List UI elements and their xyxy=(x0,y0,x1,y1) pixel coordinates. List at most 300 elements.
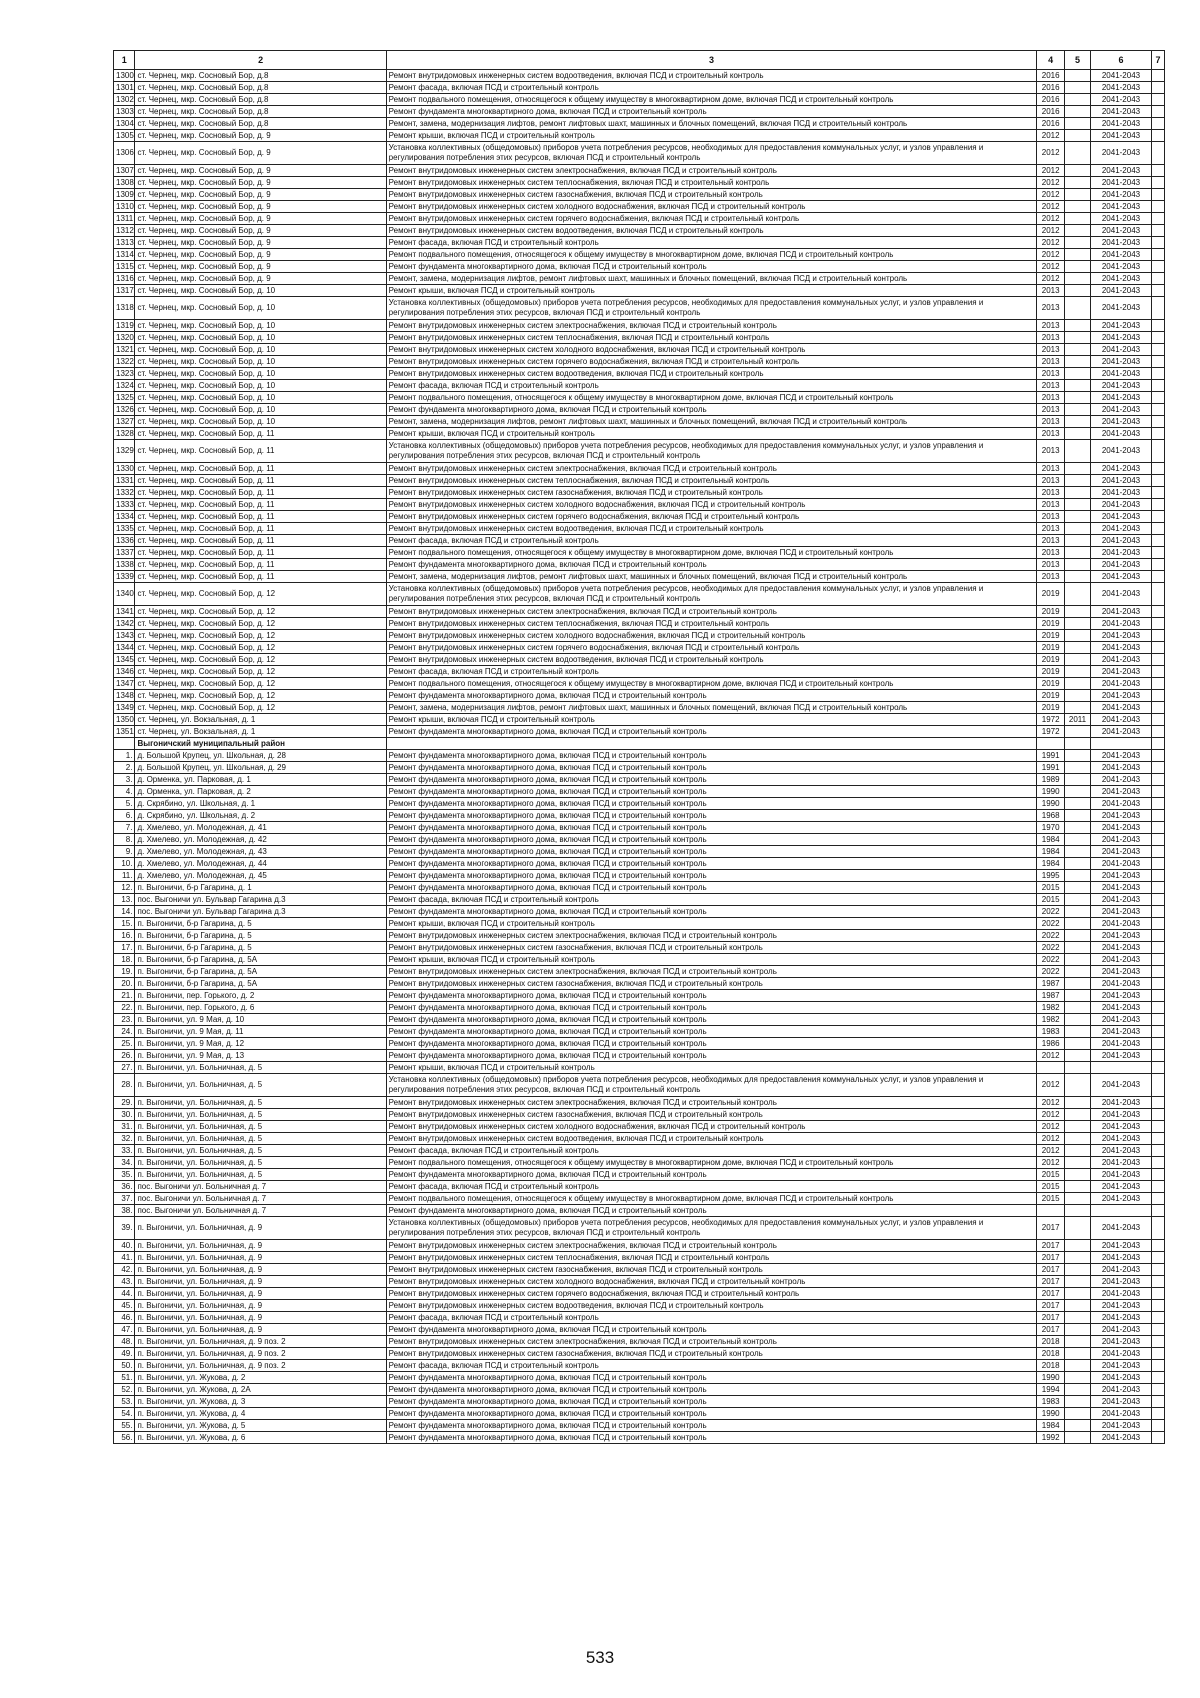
year-built: 2013 xyxy=(1037,285,1065,297)
note xyxy=(1152,1062,1165,1074)
address: п. Выгоничи, ул. Больничная, д. 5 xyxy=(135,1074,386,1097)
work-type: Ремонт фундамента многоквартирного дома, включая ПСД и строительный контроль xyxy=(386,404,1037,416)
table-row xyxy=(114,1276,1165,1288)
year-built: 2022 xyxy=(1037,918,1065,930)
work-type: Ремонт внутридомовых инженерных систем холодного водоснабжения, включая ПСД и строительный контроль xyxy=(386,344,1037,356)
year-built: 2013 xyxy=(1037,380,1065,392)
address: п. Выгоничи, пер. Горького, д. 6 xyxy=(135,1002,386,1014)
planned-period: 2041-2043 xyxy=(1090,261,1151,273)
table-row xyxy=(114,1097,1165,1109)
year-built: 2018 xyxy=(1037,1360,1065,1372)
row-number: 26. xyxy=(114,1050,135,1062)
row-number: 1305 xyxy=(114,130,135,142)
note xyxy=(1152,1276,1165,1288)
row-number: 1301 xyxy=(114,82,135,94)
planned-period: 2041-2043 xyxy=(1090,1264,1151,1276)
note xyxy=(1152,1050,1165,1062)
year-last-repair xyxy=(1065,894,1091,906)
planned-period: 2041-2043 xyxy=(1090,213,1151,225)
planned-period: 2041-2043 xyxy=(1090,463,1151,475)
work-type: Ремонт фундамента многоквартирного дома, включая ПСД и строительный контроль xyxy=(386,786,1037,798)
planned-period: 2041-2043 xyxy=(1090,297,1151,320)
work-type: Ремонт подвального помещения, относящегося к общему имуществу в многоквартирном доме, включая ПСД и строительный контроль xyxy=(386,94,1037,106)
year-built: 2016 xyxy=(1037,70,1065,82)
row-number: 38. xyxy=(114,1205,135,1217)
note xyxy=(1152,118,1165,130)
work-type: Ремонт внутридомовых инженерных систем горячего водоснабжения, включая ПСД и строительный контроль xyxy=(386,1288,1037,1300)
address: д. Хмелево, ул. Молодежная, д. 41 xyxy=(135,822,386,834)
table-row xyxy=(114,894,1165,906)
work-type: Ремонт фундамента многоквартирного дома, включая ПСД и строительный контроль xyxy=(386,1014,1037,1026)
note xyxy=(1152,798,1165,810)
row-number: 29. xyxy=(114,1097,135,1109)
note xyxy=(1152,392,1165,404)
row-number: 1341 xyxy=(114,606,135,618)
address: п. Выгоничи, ул. Больничная, д. 9 xyxy=(135,1276,386,1288)
year-built: 2012 xyxy=(1037,1157,1065,1169)
year-built: 2017 xyxy=(1037,1264,1065,1276)
address: п. Выгоничи, б-р Гагарина, д. 5А xyxy=(135,978,386,990)
row-number: 1326 xyxy=(114,404,135,416)
year-last-repair xyxy=(1065,523,1091,535)
year-built: 2012 xyxy=(1037,165,1065,177)
work-type: Ремонт внутридомовых инженерных систем теплоснабжения, включая ПСД и строительный контроль xyxy=(386,177,1037,189)
year-built: 2013 xyxy=(1037,475,1065,487)
year-built: 2013 xyxy=(1037,297,1065,320)
note xyxy=(1152,966,1165,978)
planned-period: 2041-2043 xyxy=(1090,630,1151,642)
work-type: Ремонт фундамента многоквартирного дома, включая ПСД и строительный контроль xyxy=(386,870,1037,882)
year-built: 2012 xyxy=(1037,273,1065,285)
table-row xyxy=(114,332,1165,344)
note xyxy=(1152,1336,1165,1348)
year-built: 2013 xyxy=(1037,344,1065,356)
table-row xyxy=(114,822,1165,834)
note xyxy=(1152,237,1165,249)
planned-period: 2041-2043 xyxy=(1090,177,1151,189)
year-last-repair xyxy=(1065,297,1091,320)
planned-period: 2041-2043 xyxy=(1090,380,1151,392)
table-row xyxy=(114,846,1165,858)
address: д. Хмелево, ул. Молодежная, д. 42 xyxy=(135,834,386,846)
address: п. Выгоничи, ул. Жукова, д. 6 xyxy=(135,1432,386,1444)
work-type: Ремонт фасада, включая ПСД и строительный контроль xyxy=(386,535,1037,547)
note xyxy=(1152,774,1165,786)
planned-period: 2041-2043 xyxy=(1090,918,1151,930)
planned-period: 2041-2043 xyxy=(1090,930,1151,942)
planned-period: 2041-2043 xyxy=(1090,285,1151,297)
table-row xyxy=(114,714,1165,726)
table-row xyxy=(114,882,1165,894)
note xyxy=(1152,690,1165,702)
work-type: Ремонт внутридомовых инженерных систем электроснабжения, включая ПСД и строительный контроль xyxy=(386,165,1037,177)
year-built: 1989 xyxy=(1037,774,1065,786)
planned-period: 2041-2043 xyxy=(1090,726,1151,738)
table-row xyxy=(114,320,1165,332)
table-row xyxy=(114,930,1165,942)
work-type: Ремонт крыши, включая ПСД и строительный контроль xyxy=(386,1062,1037,1074)
note xyxy=(1152,368,1165,380)
address: д. Орменка, ул. Парковая, д. 2 xyxy=(135,786,386,798)
year-last-repair xyxy=(1065,1133,1091,1145)
planned-period: 2041-2043 xyxy=(1090,1097,1151,1109)
planned-period: 2041-2043 xyxy=(1090,822,1151,834)
note xyxy=(1152,1217,1165,1240)
address: ст. Чернец, мкр. Сосновый Бор, д. 11 xyxy=(135,559,386,571)
year-built: 2019 xyxy=(1037,654,1065,666)
work-type: Ремонт фасада, включая ПСД и строительный контроль xyxy=(386,894,1037,906)
table-row xyxy=(114,726,1165,738)
note xyxy=(1152,870,1165,882)
work-type: Ремонт внутридомовых инженерных систем горячего водоснабжения, включая ПСД и строительный контроль xyxy=(386,511,1037,523)
year-built: 2013 xyxy=(1037,428,1065,440)
year-last-repair xyxy=(1065,654,1091,666)
year-last-repair xyxy=(1065,70,1091,82)
work-type: Ремонт внутридомовых инженерных систем газоснабжения, включая ПСД и строительный контроль xyxy=(386,1264,1037,1276)
program-table-sheet xyxy=(113,50,1165,1444)
address: п. Выгоничи, ул. Больничная, д. 9 xyxy=(135,1217,386,1240)
planned-period: 2041-2043 xyxy=(1090,870,1151,882)
address: п. Выгоничи, ул. Больничная, д. 5 xyxy=(135,1133,386,1145)
planned-period: 2041-2043 xyxy=(1090,978,1151,990)
table-row xyxy=(114,786,1165,798)
address: ст. Чернец, мкр. Сосновый Бор, д. 9 xyxy=(135,201,386,213)
year-built: 2013 xyxy=(1037,416,1065,428)
year-last-repair xyxy=(1065,285,1091,297)
address: ст. Чернец, мкр. Сосновый Бор, д. 12 xyxy=(135,642,386,654)
row-number: 44. xyxy=(114,1288,135,1300)
year-last-repair xyxy=(1065,1336,1091,1348)
work-type: Ремонт фундамента многоквартирного дома, включая ПСД и строительный контроль xyxy=(386,1432,1037,1444)
row-number: 54. xyxy=(114,1408,135,1420)
work-type: Ремонт фасада, включая ПСД и строительный контроль xyxy=(386,237,1037,249)
work-type: Ремонт фундамента многоквартирного дома, включая ПСД и строительный контроль xyxy=(386,726,1037,738)
year-built: 1992 xyxy=(1037,1432,1065,1444)
address: п. Выгоничи, ул. Больничная, д. 9 поз. 2 xyxy=(135,1360,386,1372)
year-last-repair xyxy=(1065,1097,1091,1109)
table-row xyxy=(114,70,1165,82)
row-number: 1306 xyxy=(114,142,135,165)
page-number: 533 xyxy=(585,1648,615,1667)
row-number: 1317 xyxy=(114,285,135,297)
row-number: 1333 xyxy=(114,499,135,511)
address: п. Выгоничи, ул. Больничная, д. 5 xyxy=(135,1157,386,1169)
work-type: Ремонт фундамента многоквартирного дома, включая ПСД и строительный контроль xyxy=(386,990,1037,1002)
row-number: 1316 xyxy=(114,273,135,285)
note xyxy=(1152,882,1165,894)
note xyxy=(1152,1193,1165,1205)
row-number: 1351 xyxy=(114,726,135,738)
table-row xyxy=(114,834,1165,846)
year-last-repair xyxy=(1065,118,1091,130)
note xyxy=(1152,1300,1165,1312)
address: п. Выгоничи, ул. Жукова, д. 4 xyxy=(135,1408,386,1420)
planned-period: 2041-2043 xyxy=(1090,1121,1151,1133)
table-row xyxy=(114,523,1165,535)
address: ст. Чернец, ул. Вокзальная, д. 1 xyxy=(135,726,386,738)
planned-period: 2041-2043 xyxy=(1090,1384,1151,1396)
table-row xyxy=(114,966,1165,978)
planned-period: 2041-2043 xyxy=(1090,106,1151,118)
row-number: 1328 xyxy=(114,428,135,440)
address: п. Выгоничи, б-р Гагарина, д. 5 xyxy=(135,930,386,942)
row-number: 1335 xyxy=(114,523,135,535)
work-type: Ремонт крыши, включая ПСД и строительный контроль xyxy=(386,285,1037,297)
table-row xyxy=(114,666,1165,678)
address: ст. Чернец, мкр. Сосновый Бор, д. 10 xyxy=(135,285,386,297)
planned-period: 2041-2043 xyxy=(1090,142,1151,165)
planned-period: 2041-2043 xyxy=(1090,1360,1151,1372)
year-last-repair xyxy=(1065,320,1091,332)
work-type: Ремонт внутридомовых инженерных систем газоснабжения, включая ПСД и строительный контроль xyxy=(386,1348,1037,1360)
table-row xyxy=(114,1002,1165,1014)
planned-period: 2041-2043 xyxy=(1090,702,1151,714)
year-last-repair xyxy=(1065,630,1091,642)
row-number: 36. xyxy=(114,1181,135,1193)
note xyxy=(1152,177,1165,189)
planned-period: 2041-2043 xyxy=(1090,1014,1151,1026)
work-type: Установка коллективных (общедомовых) приборов учета потребления ресурсов, необходимых для предоставления коммунальных услуг, и узлов управления и регулирования потребления этих ресурсов, включая ПСД и строительный контроль xyxy=(386,142,1037,165)
section-header-row xyxy=(114,738,1165,750)
year-last-repair xyxy=(1065,666,1091,678)
note xyxy=(1152,714,1165,726)
work-type: Ремонт фундамента многоквартирного дома, включая ПСД и строительный контроль xyxy=(386,1396,1037,1408)
table-row xyxy=(114,630,1165,642)
year-built: 2019 xyxy=(1037,666,1065,678)
row-number: 52. xyxy=(114,1384,135,1396)
address: п. Выгоничи, ул. Больничная, д. 5 xyxy=(135,1109,386,1121)
year-built: 2013 xyxy=(1037,332,1065,344)
work-type: Ремонт, замена, модернизация лифтов, ремонт лифтовых шахт, машинных и блочных помещений, включая ПСД и строительный контроль xyxy=(386,702,1037,714)
note xyxy=(1152,94,1165,106)
note xyxy=(1152,165,1165,177)
note xyxy=(1152,1026,1165,1038)
address: ст. Чернец, мкр. Сосновый Бор, д. 10 xyxy=(135,297,386,320)
address: ст. Чернец, мкр. Сосновый Бор, д. 9 xyxy=(135,130,386,142)
note xyxy=(1152,499,1165,511)
year-last-repair xyxy=(1065,738,1091,750)
planned-period: 2041-2043 xyxy=(1090,1396,1151,1408)
year-last-repair xyxy=(1065,1002,1091,1014)
year-built: 2019 xyxy=(1037,630,1065,642)
note xyxy=(1152,642,1165,654)
planned-period: 2041-2043 xyxy=(1090,547,1151,559)
note xyxy=(1152,523,1165,535)
address: ст. Чернец, мкр. Сосновый Бор, д.8 xyxy=(135,118,386,130)
year-built: 1972 xyxy=(1037,714,1065,726)
row-number: 47. xyxy=(114,1324,135,1336)
work-type: Ремонт внутридомовых инженерных систем водоотведения, включая ПСД и строительный контроль xyxy=(386,70,1037,82)
header-col-1: 1 xyxy=(114,51,135,70)
row-number: 1330 xyxy=(114,463,135,475)
planned-period: 2041-2043 xyxy=(1090,966,1151,978)
year-built: 2012 xyxy=(1037,1133,1065,1145)
year-built: 2013 xyxy=(1037,368,1065,380)
year-last-repair xyxy=(1065,130,1091,142)
table-row xyxy=(114,416,1165,428)
row-number: 7. xyxy=(114,822,135,834)
table-row xyxy=(114,392,1165,404)
work-type: Ремонт фасада, включая ПСД и строительный контроль xyxy=(386,666,1037,678)
planned-period xyxy=(1090,1205,1151,1217)
note xyxy=(1152,416,1165,428)
row-number: 1310 xyxy=(114,201,135,213)
year-last-repair xyxy=(1065,1408,1091,1420)
address: ст. Чернец, мкр. Сосновый Бор, д. 12 xyxy=(135,630,386,642)
planned-period: 2041-2043 xyxy=(1090,846,1151,858)
table-row xyxy=(114,344,1165,356)
address: ст. Чернец, мкр. Сосновый Бор, д. 11 xyxy=(135,440,386,463)
note xyxy=(1152,440,1165,463)
work-type: Ремонт фундамента многоквартирного дома, включая ПСД и строительный контроль xyxy=(386,858,1037,870)
note xyxy=(1152,1109,1165,1121)
year-last-repair xyxy=(1065,726,1091,738)
table-row xyxy=(114,1324,1165,1336)
table-row xyxy=(114,954,1165,966)
year-built: 2013 xyxy=(1037,440,1065,463)
header-col-6: 6 xyxy=(1090,51,1151,70)
year-built: 2015 xyxy=(1037,1181,1065,1193)
note xyxy=(1152,82,1165,94)
table-row xyxy=(114,1408,1165,1420)
planned-period: 2041-2043 xyxy=(1090,1026,1151,1038)
table-row xyxy=(114,1432,1165,1444)
note xyxy=(1152,930,1165,942)
note xyxy=(1152,380,1165,392)
year-last-repair xyxy=(1065,368,1091,380)
row-number: 1322 xyxy=(114,356,135,368)
table-row xyxy=(114,94,1165,106)
work-type: Ремонт внутридомовых инженерных систем газоснабжения, включая ПСД и строительный контроль xyxy=(386,942,1037,954)
table-row xyxy=(114,368,1165,380)
table-row xyxy=(114,249,1165,261)
planned-period: 2041-2043 xyxy=(1090,750,1151,762)
table-row xyxy=(114,201,1165,213)
planned-period: 2041-2043 xyxy=(1090,1324,1151,1336)
planned-period: 2041-2043 xyxy=(1090,954,1151,966)
address: ст. Чернец, мкр. Сосновый Бор, д. 11 xyxy=(135,463,386,475)
row-number: 28. xyxy=(114,1074,135,1097)
note xyxy=(1152,547,1165,559)
work-type: Ремонт внутридомовых инженерных систем горячего водоснабжения, включая ПСД и строительный контроль xyxy=(386,356,1037,368)
year-built: 2012 xyxy=(1037,1050,1065,1062)
table-row xyxy=(114,428,1165,440)
year-built: 2018 xyxy=(1037,1336,1065,1348)
table-row xyxy=(114,1133,1165,1145)
note xyxy=(1152,189,1165,201)
table-row xyxy=(114,1372,1165,1384)
year-built: 2019 xyxy=(1037,702,1065,714)
planned-period: 2041-2043 xyxy=(1090,1240,1151,1252)
planned-period: 2041-2043 xyxy=(1090,1169,1151,1181)
note xyxy=(1152,702,1165,714)
planned-period: 2041-2043 xyxy=(1090,82,1151,94)
work-type: Ремонт внутридомовых инженерных систем теплоснабжения, включая ПСД и строительный контроль xyxy=(386,1252,1037,1264)
row-number: 1347 xyxy=(114,678,135,690)
planned-period: 2041-2043 xyxy=(1090,798,1151,810)
address: ст. Чернец, мкр. Сосновый Бор, д. 11 xyxy=(135,487,386,499)
row-number: 1312 xyxy=(114,225,135,237)
year-built: 2017 xyxy=(1037,1276,1065,1288)
year-last-repair xyxy=(1065,201,1091,213)
note xyxy=(1152,810,1165,822)
year-last-repair xyxy=(1065,499,1091,511)
note xyxy=(1152,894,1165,906)
address: п. Выгоничи, ул. Больничная, д. 5 xyxy=(135,1169,386,1181)
planned-period: 2041-2043 xyxy=(1090,511,1151,523)
work-type: Ремонт внутридомовых инженерных систем холодного водоснабжения, включая ПСД и строительный контроль xyxy=(386,630,1037,642)
table-row xyxy=(114,535,1165,547)
table-row xyxy=(114,1252,1165,1264)
address: п. Выгоничи, б-р Гагарина, д. 1 xyxy=(135,882,386,894)
year-last-repair xyxy=(1065,249,1091,261)
row-number: 50. xyxy=(114,1360,135,1372)
year-last-repair xyxy=(1065,774,1091,786)
address: ст. Чернец, мкр. Сосновый Бор, д. 10 xyxy=(135,380,386,392)
address: ст. Чернец, мкр. Сосновый Бор, д. 12 xyxy=(135,690,386,702)
note xyxy=(1152,738,1165,750)
address: п. Выгоничи, ул. Больничная, д. 9 xyxy=(135,1324,386,1336)
work-type: Ремонт подвального помещения, относящегося к общему имуществу в многоквартирном доме, включая ПСД и строительный контроль xyxy=(386,1193,1037,1205)
row-number: 6. xyxy=(114,810,135,822)
row-number: 20. xyxy=(114,978,135,990)
row-number: 8. xyxy=(114,834,135,846)
year-built: 2022 xyxy=(1037,930,1065,942)
year-built: 1990 xyxy=(1037,786,1065,798)
year-last-repair xyxy=(1065,380,1091,392)
address: п. Выгоничи, ул. Жукова, д. 2 xyxy=(135,1372,386,1384)
year-last-repair xyxy=(1065,571,1091,583)
planned-period: 2041-2043 xyxy=(1090,714,1151,726)
table-row xyxy=(114,870,1165,882)
header-row xyxy=(114,51,1165,70)
year-built: 1986 xyxy=(1037,1038,1065,1050)
note xyxy=(1152,1014,1165,1026)
address: ст. Чернец, мкр. Сосновый Бор, д. 12 xyxy=(135,583,386,606)
work-type: Ремонт фундамента многоквартирного дома, включая ПСД и строительный контроль xyxy=(386,261,1037,273)
row-number: 22. xyxy=(114,1002,135,1014)
planned-period: 2041-2043 xyxy=(1090,130,1151,142)
planned-period: 2041-2043 xyxy=(1090,320,1151,332)
note xyxy=(1152,1240,1165,1252)
table-row xyxy=(114,810,1165,822)
address: ст. Чернец, мкр. Сосновый Бор, д. 9 xyxy=(135,177,386,189)
row-number: 1308 xyxy=(114,177,135,189)
table-row xyxy=(114,1420,1165,1432)
year-built: 2019 xyxy=(1037,618,1065,630)
note xyxy=(1152,142,1165,165)
year-built: 2017 xyxy=(1037,1324,1065,1336)
table-row xyxy=(114,1014,1165,1026)
row-number: 1329 xyxy=(114,440,135,463)
table-row xyxy=(114,1384,1165,1396)
address: п. Выгоничи, ул. Больничная, д. 9 поз. 2 xyxy=(135,1348,386,1360)
row-number: 1331 xyxy=(114,475,135,487)
work-type: Ремонт внутридомовых инженерных систем водоотведения, включая ПСД и строительный контроль xyxy=(386,1133,1037,1145)
planned-period: 2041-2043 xyxy=(1090,583,1151,606)
planned-period: 2041-2043 xyxy=(1090,1408,1151,1420)
work-type: Ремонт фундамента многоквартирного дома, включая ПСД и строительный контроль xyxy=(386,798,1037,810)
row-number: 16. xyxy=(114,930,135,942)
year-last-repair xyxy=(1065,750,1091,762)
planned-period: 2041-2043 xyxy=(1090,1050,1151,1062)
note xyxy=(1152,1408,1165,1420)
planned-period: 2041-2043 xyxy=(1090,774,1151,786)
year-last-repair xyxy=(1065,1372,1091,1384)
address: ст. Чернец, мкр. Сосновый Бор, д.8 xyxy=(135,70,386,82)
year-last-repair xyxy=(1065,142,1091,165)
year-built: 2016 xyxy=(1037,94,1065,106)
